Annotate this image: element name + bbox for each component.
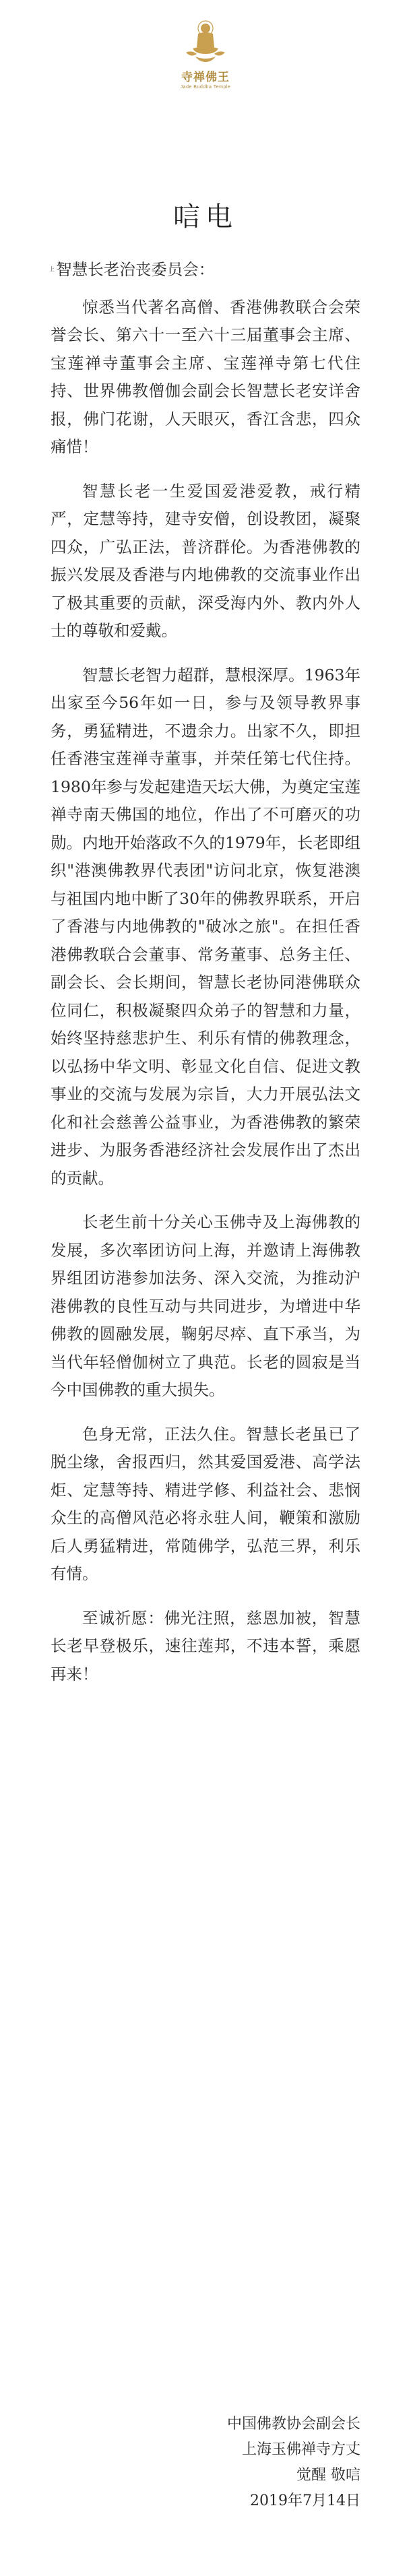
paragraph-6: 至诚祈愿：佛光注照，慈恩加被，智慧长老早登极乐，速往莲邦，不违本誓，乘愿再来！ <box>51 1608 360 1683</box>
page-header <box>0 0 411 115</box>
signer-name: 觉醒 敬唁 <box>296 2467 360 2484</box>
paragraph-1: 惊悉当代著名高僧、香港佛教联合会荣誉会长、第六十一至六十三届董事会主席、宝莲禅寺董事会主席、宝莲禅寺第七代住持、世界佛教僧伽会副会长智慧长老安详舍报，佛门花谢，人天眼灭，香江含悲，四众痛惜！ <box>51 297 360 456</box>
signer-title-2: 上海玉佛禅寺方丈 <box>241 2441 360 2458</box>
temple-logo <box>172 19 239 100</box>
paragraph-3: 智慧长老智力超群，慧根深厚。1963年出家至今56年如一日，参与及领导教界事务，勇猛精进，不遗余力。出家不久，即担任香港宝莲禅寺董事，并荣任第七代住持。1980年参与发起建造天坛大佛，为奠定宝莲禅寺南天佛国的地位，作出了不可磨灭的功勋。内地开始落政不久的1979年，长老即组织"港澳佛教界代表团"访问北京，恢复港澳与祖国内地中断了30年的佛教界联系，开启了香港与内地佛教的"破冰之旅"。在担任香港佛教联合会董事、常务董事、总务主任、副会长、会长期间，智慧长老协同港佛联众位同仁，积极凝聚四众弟子的智慧和力量，始终坚持慈悲护生、利乐有情的佛教理念，以弘扬中华文明、彰显文化自信、促进文教事业的交流与发展为宗旨，大力开展弘法文化和社会慈善公益事业，为香港佛教的繁荣进步、为服务香港经济社会发展作出了杰出的贡献。 <box>51 665 360 1188</box>
signature-date: 2019年7月14日 <box>250 2492 360 2509</box>
signer-title-1: 中国佛教协会副会长 <box>226 2416 360 2433</box>
letter-body <box>51 256 360 1704</box>
temple-name-logo-text: 寺禅佛王 <box>181 71 230 84</box>
paragraph-4: 长老生前十分关心玉佛寺及上海佛教的发展，多次率团访问上海，并邀请上海佛教界组团访港参加法务、深入交流，为推动沪港佛教的良性互动与共同进步，为增进中华佛教的圆融发展，鞠躬尽瘁、直下承当，为当代年轻僧伽树立了典范。长老的圆寂是当今中国佛教的重大损失。 <box>51 1213 360 1399</box>
paragraph-5: 色身无常，正法久住。智慧长老虽已了脱尘缘，舍报西归，然其爱国爱港、高学法炬、定慧等持、精进学修、利益社会、悲悯众生的高僧风范必将永驻人间，鞭策和激励后人勇猛精进，常随佛学，弘范三界，利乐有情。 <box>51 1424 360 1583</box>
page-title: 唁电 <box>173 201 238 232</box>
signature-block <box>227 2412 360 2514</box>
temple-english-name: Jade Buddha Temple <box>180 85 231 90</box>
buddha-lotus-icon <box>182 19 229 66</box>
salutation: 智慧长老治丧委员会： <box>56 260 215 279</box>
paragraph-2: 智慧长老一生爱国爱港爱教，戒行精严，定慧等持，建寺安僧，创设教团，凝聚四众，广弘正法，普济群伦。为香港佛教的振兴发展及香港与内地佛教的交流事业作出了极其重要的贡献，深受海内外、教内外人士的尊敬和爱戴。 <box>51 481 360 640</box>
